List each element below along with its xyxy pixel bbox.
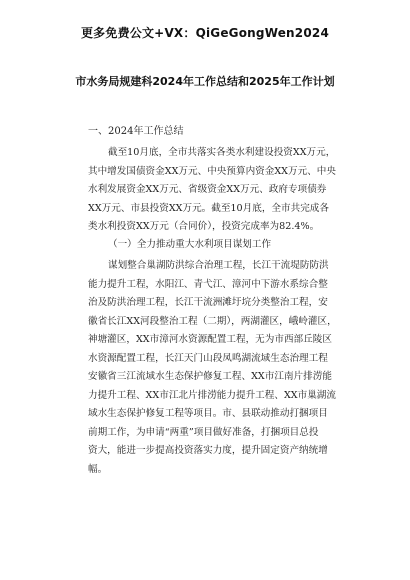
paragraph-line: 能力提升工程，水阳江、青弋江、漳河中下游水系综合整 bbox=[88, 278, 328, 290]
document-title: 市水务局规建科2024年工作总结和2025年工作计划 bbox=[75, 75, 335, 88]
header-banner: 更多免费公文+VX：QiGeGongWen2024 bbox=[80, 26, 329, 40]
paragraph-line: 资大，能进一步提高投资落实力度，提升固定资产纳统增 bbox=[88, 445, 328, 456]
paragraph-line: 域水生态保护修复工程等项目。市、县联动推动打捆项目 bbox=[88, 408, 328, 419]
paragraph-line: 前期工作，为申请“两重”项目做好准备，打捆项目总投 bbox=[88, 426, 319, 438]
paragraph-line: 截至10月底，全市共落实各类水利建设投资XX万元， bbox=[108, 147, 336, 158]
paragraph-line: 徽省长江XX河段整治工程（二期），两湖灌区，峨岭灌区， bbox=[88, 315, 337, 327]
paragraph-line: 类水利投资XX万元（合同价），投资完成率为82.4%。 bbox=[88, 221, 320, 232]
subsection-heading-projects bbox=[88, 236, 328, 255]
paragraph-line: 水资源配置工程，长江天门山段凤鸣湖流域生态治理工程 bbox=[88, 352, 328, 364]
paragraph-investment bbox=[88, 144, 336, 237]
paragraph-projects bbox=[88, 257, 337, 479]
subsection-heading-text: （一）全力推动重大水利项目谋划工作 bbox=[108, 239, 272, 250]
paragraph-line: 力提升工程、XX市江北片排涝能力提升工程、XX市巢湖流 bbox=[88, 389, 336, 401]
paragraph-line: 谋划整合巢湖防洪综合治理工程，长江干流堤防防洪 bbox=[108, 260, 329, 271]
paragraph-line: 幅。 bbox=[88, 463, 108, 475]
paragraph-line: XX万元、市县投资XX万元。截至10月底，全市共完成各 bbox=[88, 202, 329, 214]
paragraph-line: 安徽省三江流域水生态保护修复工程、XX市江南片排涝能 bbox=[88, 371, 332, 382]
paragraph-line: 其中增发国债资金XX万元、中央预算内资金XX万元、中央 bbox=[88, 165, 336, 177]
section-heading-summary: 一、2024年工作总结 bbox=[88, 126, 184, 137]
paragraph-line: 治及防洪治理工程，长江干流洲滩圩垸分类整治工程，安 bbox=[88, 297, 328, 308]
paragraph-line: 水利发展资金XX万元、省级资金XX万元、政府专项债券 bbox=[88, 184, 327, 195]
paragraph-line: 神塘灌区，XX市漳河水资源配置工程，无为市西部丘陵区 bbox=[88, 334, 332, 345]
